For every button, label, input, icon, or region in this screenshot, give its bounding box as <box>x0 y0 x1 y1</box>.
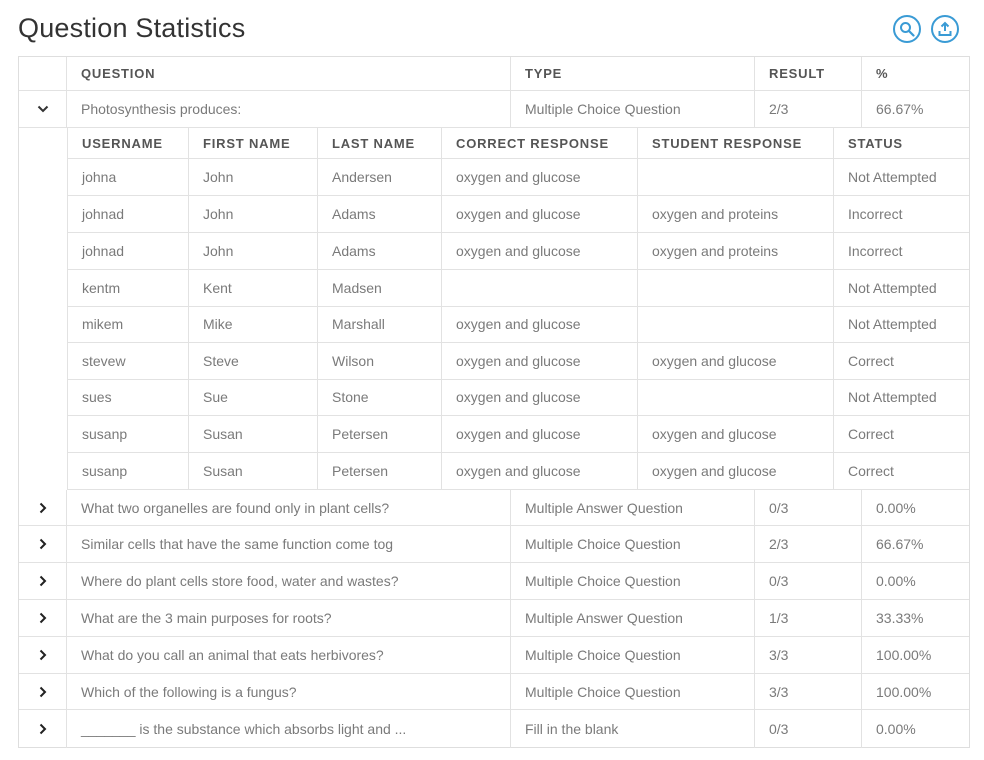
cell-status: Incorrect <box>833 196 971 232</box>
chevron-right-icon <box>39 612 47 624</box>
header-last-name[interactable]: LAST NAME <box>317 128 441 158</box>
cell-username: stevew <box>82 353 126 369</box>
search-button[interactable] <box>893 15 921 43</box>
cell-last-name: Madsen <box>317 270 441 306</box>
expand-toggle[interactable] <box>19 710 67 748</box>
question-result: 3/3 <box>754 637 861 673</box>
cell-last-name: Marshall <box>317 306 441 342</box>
expand-toggle[interactable] <box>19 600 67 636</box>
question-type: Multiple Choice Question <box>510 563 754 599</box>
cell-last-name: Adams <box>317 233 441 269</box>
expand-toggle[interactable] <box>19 490 67 525</box>
question-result: 3/3 <box>754 674 861 709</box>
cell-username: johnad <box>82 243 125 259</box>
cell-username: kentm <box>82 280 121 296</box>
cell-username: johnad <box>82 206 125 222</box>
cell-first-name: John <box>188 233 317 269</box>
table-row <box>68 306 969 343</box>
chevron-right-icon <box>39 538 47 550</box>
question-text: Similar cells that have the same function come tog <box>66 526 510 562</box>
question-result: 2/3 <box>754 91 861 127</box>
cell-correct-response: oxygen and glucose <box>441 452 637 489</box>
cell-student-response <box>637 270 833 306</box>
cell-username: susanp <box>82 462 128 479</box>
chevron-down-icon <box>37 105 49 113</box>
cell-username: sues <box>82 389 112 405</box>
cell-first-name: Susan <box>188 452 317 489</box>
table-row <box>68 452 969 490</box>
cell-last-name: Petersen <box>317 452 441 489</box>
question-percent: 33.33% <box>861 600 969 636</box>
cell-last-name: Wilson <box>317 343 441 379</box>
cell-status: Correct <box>833 452 971 489</box>
question-type: Multiple Answer Question <box>510 490 754 525</box>
cell-last-name: Petersen <box>317 416 441 452</box>
cell-status: Correct <box>833 343 971 379</box>
chevron-right-icon <box>39 649 47 661</box>
header-student-response[interactable]: STUDENT RESPONSE <box>637 128 833 158</box>
header-question[interactable]: QUESTION <box>66 57 510 90</box>
header-percent[interactable]: % <box>861 57 969 90</box>
upload-icon <box>937 21 953 37</box>
expand-toggle[interactable] <box>19 674 67 709</box>
export-button[interactable] <box>931 15 959 43</box>
question-percent: 0.00% <box>861 710 969 748</box>
question-text: Which of the following is a fungus? <box>66 674 510 709</box>
table-row <box>68 270 969 307</box>
question-result: 1/3 <box>754 600 861 636</box>
cell-first-name: Sue <box>188 379 317 415</box>
question-percent: 100.00% <box>861 637 969 673</box>
cell-last-name: Andersen <box>317 159 441 195</box>
question-statistics-table <box>18 56 970 748</box>
cell-status: Correct <box>833 416 971 452</box>
cell-student-response <box>637 159 833 195</box>
cell-student-response <box>637 379 833 415</box>
question-text: What two organelles are found only in plant cells? <box>66 490 510 525</box>
expand-toggle[interactable] <box>19 563 67 599</box>
question-type: Multiple Choice Question <box>510 91 754 127</box>
header-username[interactable]: USERNAME <box>82 135 163 151</box>
expand-toggle[interactable] <box>19 637 67 673</box>
cell-student-response: oxygen and proteins <box>637 233 833 269</box>
question-row-expanded[interactable] <box>19 91 969 128</box>
chevron-right-icon <box>39 723 47 735</box>
cell-status: Not Attempted <box>833 270 971 306</box>
cell-first-name: Mike <box>188 306 317 342</box>
cell-status: Not Attempted <box>833 306 971 342</box>
question-row[interactable] <box>19 674 969 710</box>
table-row <box>68 159 969 196</box>
table-header-row <box>19 57 969 91</box>
question-type: Fill in the blank <box>510 710 754 748</box>
question-result: 2/3 <box>754 526 861 562</box>
cell-student-response: oxygen and glucose <box>637 416 833 452</box>
header-correct-response[interactable]: CORRECT RESPONSE <box>441 128 637 158</box>
question-text: _______ is the substance which absorbs light and ... <box>66 710 510 748</box>
cell-correct-response: oxygen and glucose <box>441 343 637 379</box>
question-row[interactable] <box>19 710 969 748</box>
detail-header-row <box>68 128 969 159</box>
question-percent: 66.67% <box>861 526 969 562</box>
cell-student-response: oxygen and glucose <box>637 343 833 379</box>
cell-correct-response: oxygen and glucose <box>441 196 637 232</box>
cell-correct-response: oxygen and glucose <box>441 379 637 415</box>
question-percent: 0.00% <box>861 563 969 599</box>
table-row <box>68 416 969 453</box>
question-text: What are the 3 main purposes for roots? <box>66 600 510 636</box>
question-result: 0/3 <box>754 563 861 599</box>
cell-last-name: Stone <box>317 379 441 415</box>
question-row[interactable] <box>19 637 969 674</box>
page-title: Question Statistics <box>18 13 246 43</box>
cell-correct-response <box>441 270 637 306</box>
table-row <box>68 343 969 380</box>
question-result: 0/3 <box>754 710 861 748</box>
cell-correct-response: oxygen and glucose <box>441 416 637 452</box>
question-type: Multiple Choice Question <box>510 526 754 562</box>
cell-student-response: oxygen and glucose <box>637 452 833 489</box>
chevron-right-icon <box>39 686 47 698</box>
cell-username: susanp <box>82 426 128 442</box>
question-percent: 100.00% <box>861 674 969 709</box>
expand-toggle[interactable] <box>19 526 67 562</box>
cell-username: johna <box>82 169 117 185</box>
question-percent: 66.67% <box>861 91 969 127</box>
cell-student-response: oxygen and proteins <box>637 196 833 232</box>
cell-username: mikem <box>82 316 124 332</box>
question-type: Multiple Choice Question <box>510 637 754 673</box>
cell-status: Incorrect <box>833 233 971 269</box>
cell-correct-response: oxygen and glucose <box>441 306 637 342</box>
table-row <box>68 233 969 270</box>
question-row[interactable] <box>19 600 969 637</box>
cell-status: Not Attempted <box>833 159 971 195</box>
header-result[interactable]: RESULT <box>754 57 861 90</box>
question-text: Photosynthesis produces: <box>66 91 510 127</box>
question-row[interactable] <box>19 563 969 600</box>
cell-last-name: Adams <box>317 196 441 232</box>
table-row <box>68 379 969 416</box>
header-type[interactable]: TYPE <box>510 57 754 90</box>
collapse-toggle[interactable] <box>19 91 67 127</box>
cell-correct-response: oxygen and glucose <box>441 159 637 195</box>
question-type: Multiple Answer Question <box>510 600 754 636</box>
cell-status: Not Attempted <box>833 379 971 415</box>
question-row[interactable] <box>19 490 969 526</box>
header-status[interactable]: STATUS <box>833 128 971 158</box>
question-percent: 0.00% <box>861 490 969 525</box>
student-responses-table <box>67 128 969 490</box>
table-row <box>68 196 969 233</box>
question-result: 0/3 <box>754 490 861 525</box>
cell-correct-response: oxygen and glucose <box>441 233 637 269</box>
cell-first-name: Kent <box>188 270 317 306</box>
cell-first-name: Susan <box>188 416 317 452</box>
question-text: Where do plant cells store food, water and wastes? <box>66 563 510 599</box>
question-type: Multiple Choice Question <box>510 674 754 709</box>
chevron-right-icon <box>39 502 47 514</box>
cell-student-response <box>637 306 833 342</box>
question-row[interactable] <box>19 526 969 563</box>
question-text: What do you call an animal that eats herbivores? <box>66 637 510 673</box>
cell-first-name: John <box>188 159 317 195</box>
cell-first-name: John <box>188 196 317 232</box>
cell-first-name: Steve <box>188 343 317 379</box>
chevron-right-icon <box>39 575 47 587</box>
header-first-name[interactable]: FIRST NAME <box>188 128 317 158</box>
search-icon <box>899 21 915 37</box>
